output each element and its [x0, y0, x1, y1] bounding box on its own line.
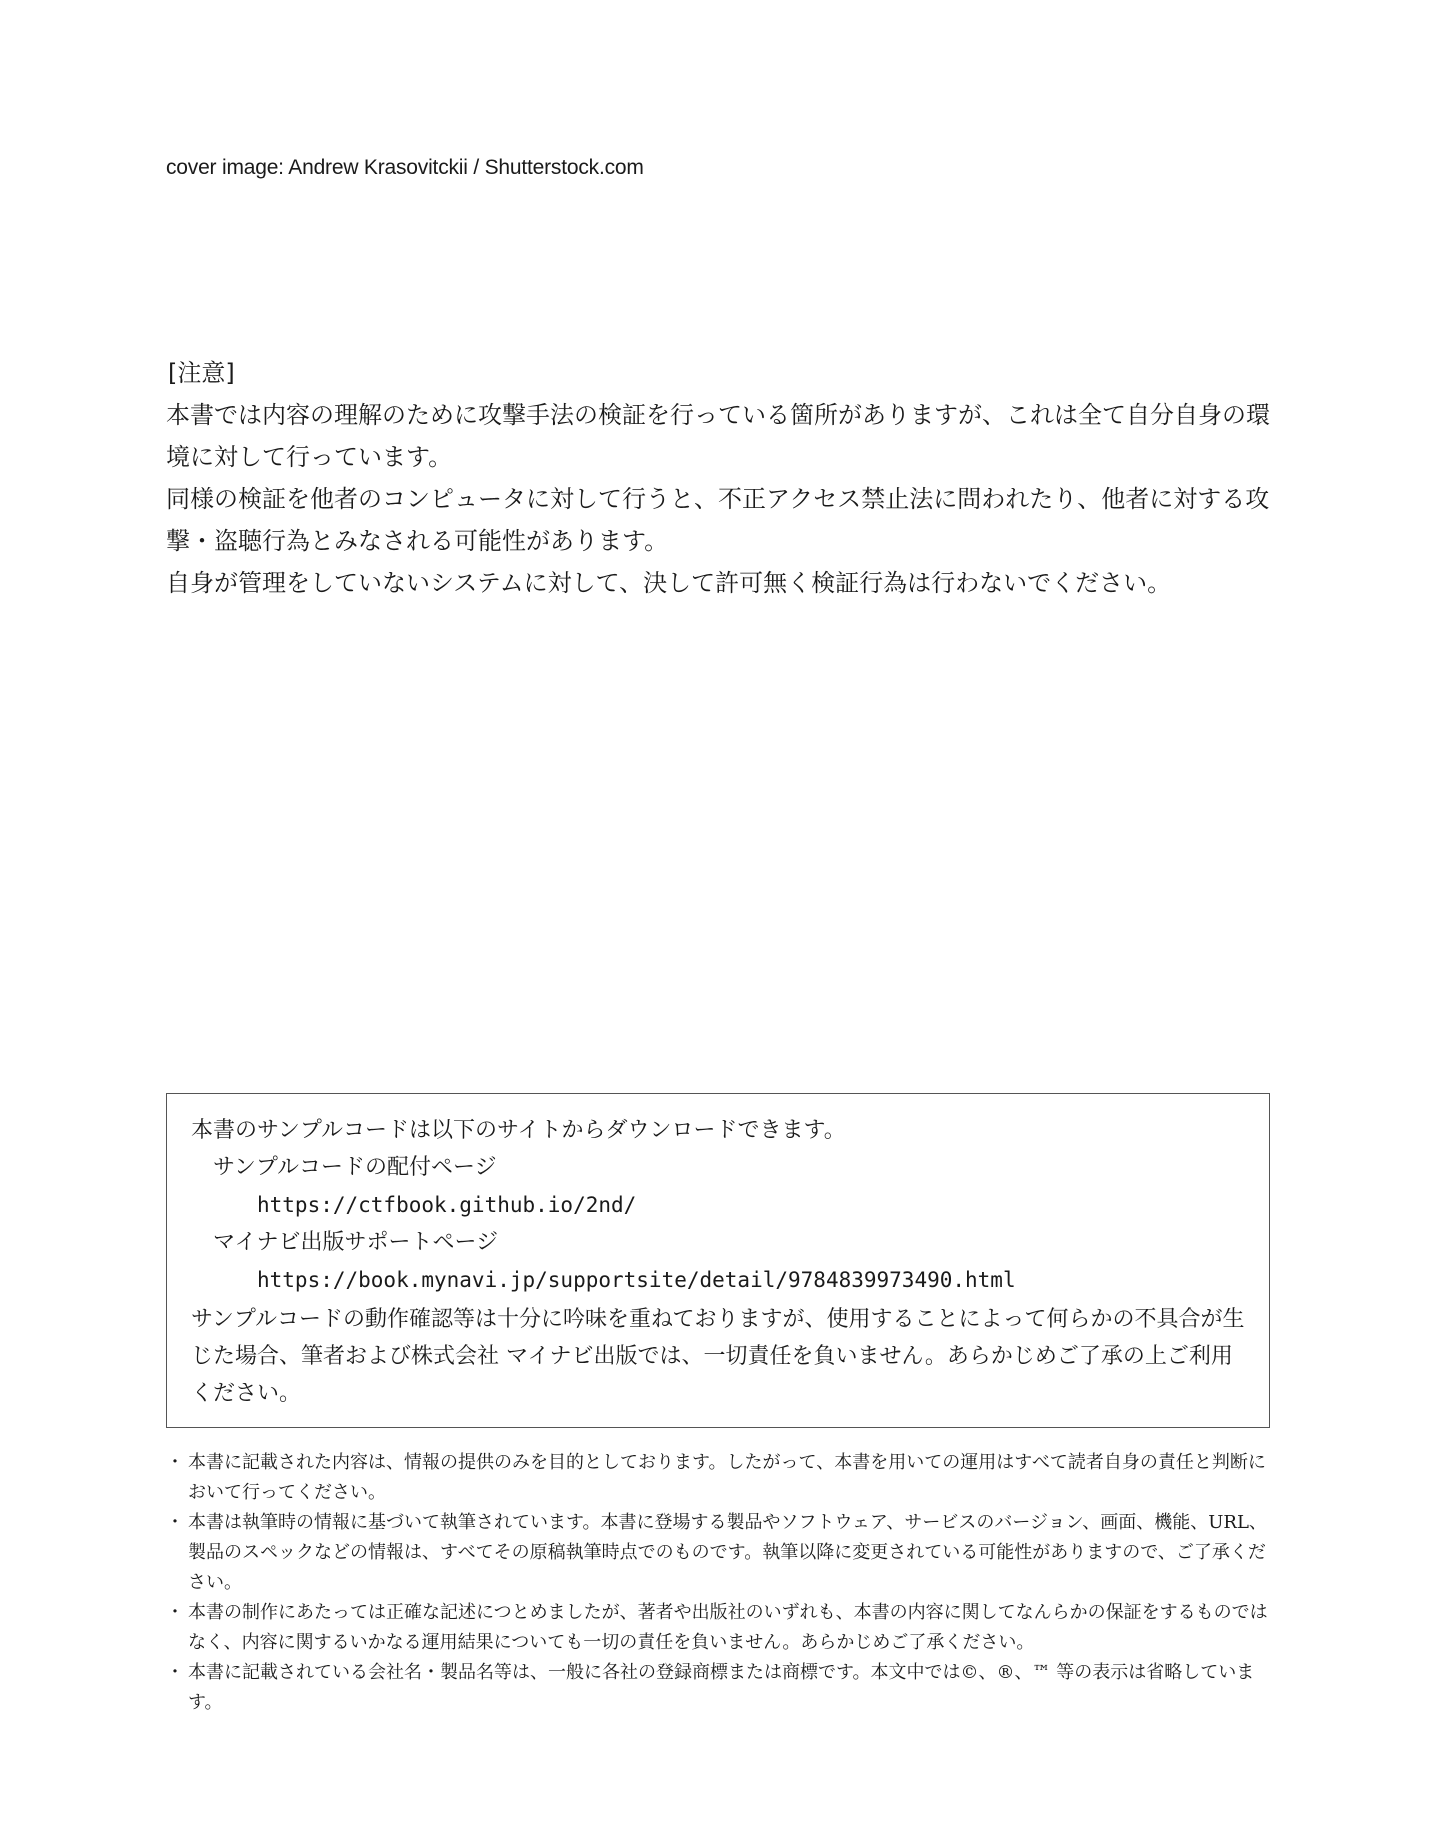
sample-code-intro: 本書のサンプルコードは以下のサイトからダウンロードできます。 [191, 1118, 846, 1143]
bullet-mark: ・ [166, 1662, 184, 1683]
sample-code-disclaimer: サンプルコードの動作確認等は十分に吟味を重ねておりますが、使用することによって何らかの不具合が生じた場合、筆者および株式会社 マイナビ出版では、一切責任を負いません。あらかじめご了承の上ご利用ください。 [191, 1307, 1245, 1406]
fine-print-text: 本書は執筆時の情報に基づいて執筆されています。本書に登場する製品やソフトウェア、サービスのバージョン、画面、機能、URL、製品のスペックなどの情報は、すべてその原稿執筆時点でのものです。執筆以降に変更されている可能性がありますので、ご了承ください。 [188, 1512, 1267, 1593]
fine-print-item [166, 1658, 1278, 1718]
fine-print-text: 本書の制作にあたっては正確な記述につとめましたが、著者や出版社のいずれも、本書の内容に関してなんらかの保証をするものではなく、内容に関するいかなる運用結果についても一切の責任を負いません。あらかじめご了承ください。 [188, 1602, 1268, 1653]
caution-paragraph: 同様の検証を他者のコンピュータに対して行うと、不正アクセス禁止法に問われたり、他者に対する攻撃・盗聴行為とみなされる可能性があります。 [166, 485, 1270, 555]
bullet-mark: ・ [166, 1452, 184, 1473]
caution-paragraph: 本書では内容の理解のために攻撃手法の検証を行っている箇所がありますが、これは全て自分自身の環境に対して行っています。 [166, 401, 1270, 471]
fine-print-text: 本書に記載されている会社名・製品名等は、一般に各社の登録商標または商標です。本文中では©、®、™ 等の表示は省略しています。 [188, 1662, 1255, 1713]
caution-notice [166, 352, 1276, 604]
cover-image-credit: cover image: Andrew Krasovitckii / Shutterstock.com [166, 156, 644, 179]
caution-heading: [注意] [168, 359, 235, 387]
fine-print-item [166, 1598, 1278, 1658]
sample-site-label: サンプルコードの配付ページ [213, 1155, 497, 1180]
support-site-label: マイナビ出版サポートページ [213, 1230, 499, 1255]
fine-print-list [166, 1448, 1278, 1718]
fine-print-item [166, 1448, 1278, 1508]
support-site-url[interactable]: https://book.mynavi.jp/supportsite/detail/9784839973490.html [257, 1268, 1016, 1292]
sample-code-box [166, 1093, 1270, 1428]
fine-print-item [166, 1508, 1278, 1598]
sample-site-url[interactable]: https://ctfbook.github.io/2nd/ [257, 1193, 637, 1217]
caution-paragraph: 自身が管理をしていないシステムに対して、決して許可無く検証行為は行わないでください。 [166, 569, 1172, 597]
fine-print-text: 本書に記載された内容は、情報の提供のみを目的としております。したがって、本書を用いての運用はすべて読者自身の責任と判断において行ってください。 [188, 1452, 1266, 1503]
bullet-mark: ・ [166, 1512, 184, 1533]
bullet-mark: ・ [166, 1602, 184, 1623]
